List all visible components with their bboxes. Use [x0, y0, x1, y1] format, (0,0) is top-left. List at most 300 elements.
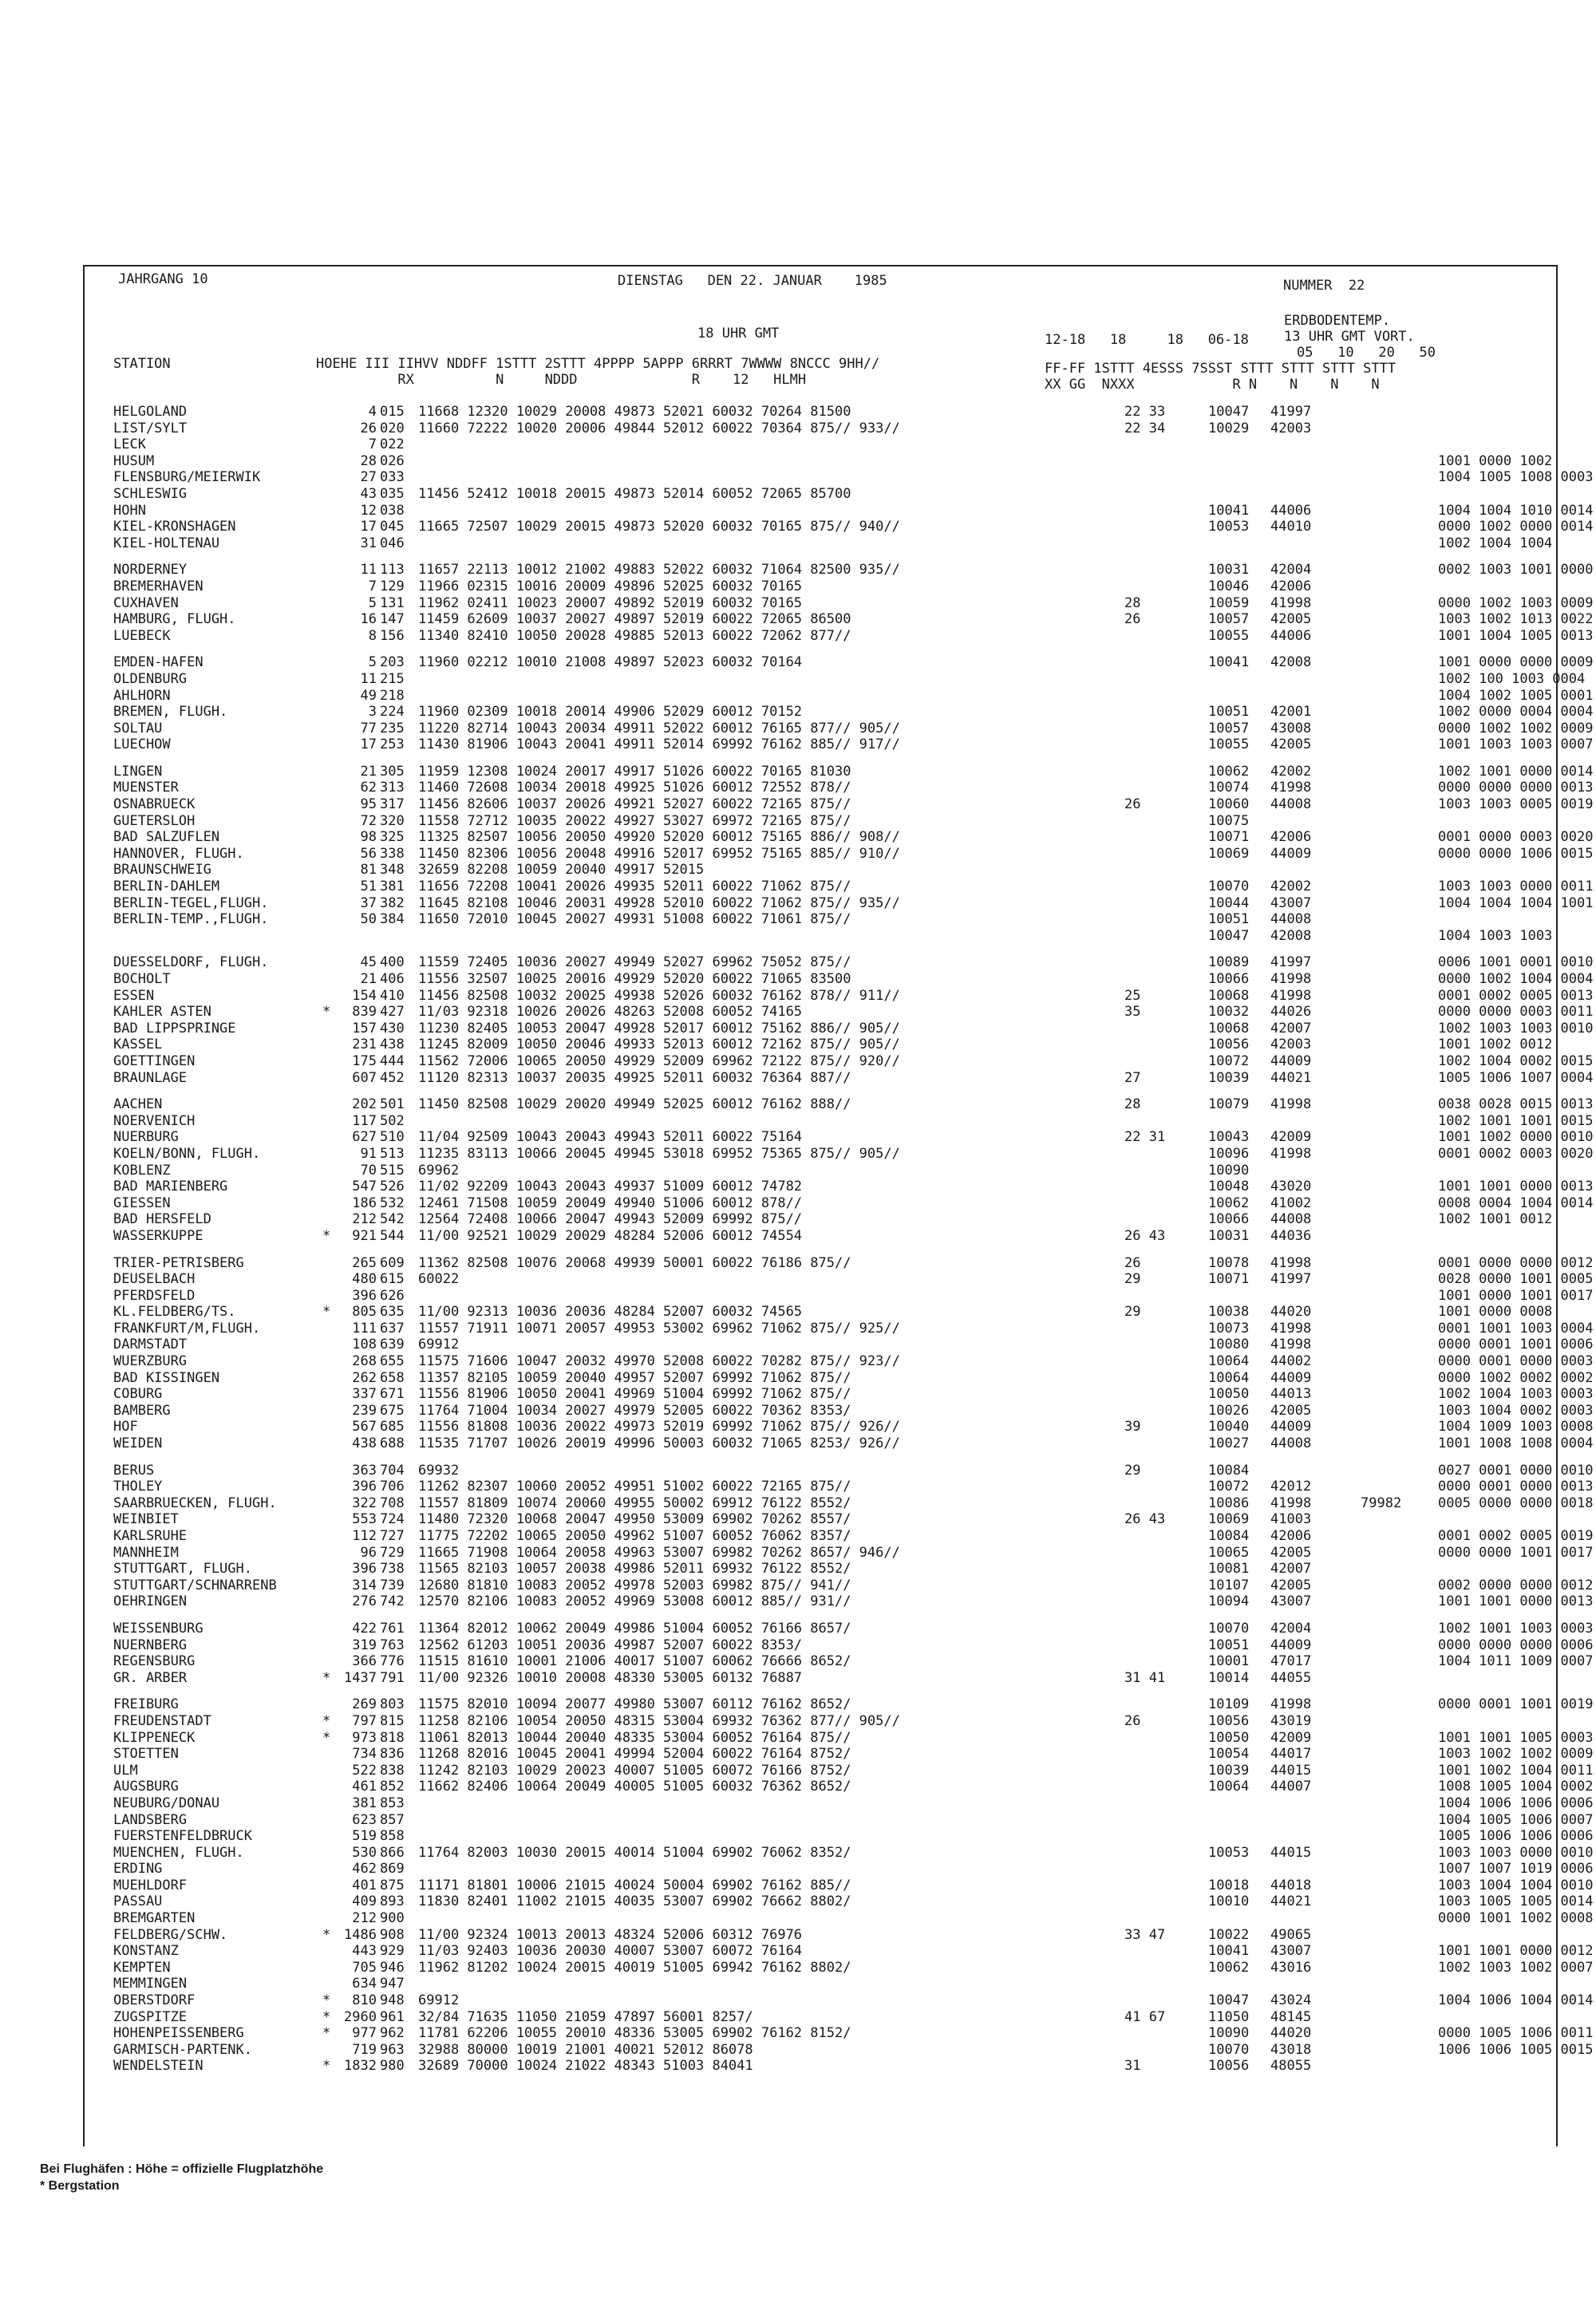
station-height: 7	[368, 578, 377, 594]
soil-temperatures: 1006 1006 1005 0015	[1438, 2041, 1594, 2058]
header-code-subgroups: RX N NDDD R 12 HLMH	[316, 372, 807, 388]
soil-temperatures: 1003 1004 0002 0003	[1438, 1402, 1594, 1419]
station-height: 17	[360, 519, 377, 535]
table-row	[113, 1228, 1558, 1245]
soil-temperatures: 0005 0000 0000 0018	[1438, 1495, 1594, 1511]
table-row	[113, 1287, 1594, 1305]
station-name: BERLIN-DAHLEM	[113, 879, 220, 895]
wind-gusts: 29	[1124, 1304, 1141, 1321]
station-height: 27	[360, 469, 377, 486]
station-name: BRAUNLAGE	[113, 1069, 188, 1086]
header-station: STATION	[113, 356, 171, 372]
table-row	[113, 911, 1558, 928]
synop-groups: 11268 82016 10045 20041 49994 52004 60022 76164 8752/	[418, 1746, 851, 1763]
station-name: STOETTEN	[113, 1746, 179, 1763]
table-row	[113, 670, 1586, 688]
temperature-extreme: 10089	[1208, 954, 1250, 971]
station-index: 866	[380, 1844, 405, 1861]
snow-group: 41998	[1270, 1495, 1312, 1511]
synop-groups: 11556 81808 10036 20022 49973 52019 69992 71062 875// 926//	[418, 1419, 900, 1435]
table-row	[113, 1069, 1594, 1087]
synop-groups: 11662 82406 10064 20049 40005 51005 60032 76362 8652/	[418, 1779, 851, 1795]
station-height: 719	[352, 2041, 377, 2058]
table-row	[113, 1495, 1594, 1512]
station-height: 401	[352, 1877, 377, 1893]
station-name: FREIBURG	[113, 1696, 179, 1713]
synop-groups: 32659 82208 10059 20040 49917 52015	[418, 862, 705, 879]
station-height: 269	[352, 1696, 377, 1713]
table-row	[113, 1696, 1594, 1713]
station-name: WEISSENBURG	[113, 1620, 203, 1637]
station-index: 033	[380, 469, 405, 486]
soil-temperatures: 0002 1003 1001 0000	[1438, 562, 1594, 578]
station-height: 1437	[344, 1669, 377, 1686]
table-row	[113, 2058, 1558, 2075]
table-row	[113, 687, 1594, 705]
soil-temperatures: 0028 0000 1001 0005	[1438, 1271, 1594, 1288]
station-height: 805	[352, 1304, 377, 1321]
snow-group: 42004	[1270, 562, 1312, 578]
synop-groups: 11/00 92326 10010 20008 48330 53005 60132 76887	[418, 1669, 803, 1686]
temperature-extreme: 10044	[1208, 894, 1250, 911]
soil-temperatures: 1002 100 1003 0004	[1438, 670, 1586, 687]
snow-group: 44008	[1270, 1435, 1312, 1452]
station-height: 462	[352, 1861, 377, 1878]
temperature-extreme: 10062	[1208, 1195, 1250, 1211]
header-soil-depths: 05 10 20 50	[1297, 345, 1436, 361]
station-name: BREMGARTEN	[113, 1910, 196, 1927]
footnote-mountain-station: * Bergstation	[40, 2179, 120, 2193]
station-index: 513	[380, 1145, 405, 1162]
station-index: 961	[380, 2008, 405, 2025]
table-row	[113, 404, 1558, 421]
station-height: 973	[352, 1729, 377, 1746]
snow-group: 42005	[1270, 1402, 1312, 1419]
synop-groups: 11650 72010 10045 20027 49931 51008 60022 71061 875//	[418, 911, 851, 928]
synop-groups: 11171 81801 10006 21015 40024 50004 69902 76162 885//	[418, 1877, 851, 1893]
temperature-extreme: 10054	[1208, 1746, 1250, 1763]
station-height: 37	[360, 894, 377, 911]
temperature-extreme: 10039	[1208, 1762, 1250, 1779]
snow-group: 43007	[1270, 1943, 1312, 1960]
table-row	[113, 971, 1594, 988]
group-spacer	[113, 1086, 1558, 1096]
table-row	[113, 829, 1594, 846]
soil-temperatures: 1001 1004 1005 0013	[1438, 627, 1594, 644]
station-height: 409	[352, 1893, 377, 1910]
synop-groups: 69962	[418, 1162, 460, 1179]
station-index: 131	[380, 594, 405, 611]
table-row	[113, 2041, 1594, 2059]
group-spacer	[113, 753, 1558, 764]
table-row	[113, 1577, 1594, 1594]
soil-temperatures: 0002 0000 0000 0012	[1438, 1577, 1594, 1593]
station-index: 637	[380, 1320, 405, 1337]
station-name: STUTTGART/SCHNARRENB	[113, 1577, 277, 1593]
station-height: 3	[368, 704, 377, 721]
station-index: 215	[380, 670, 405, 687]
station-height: 112	[352, 1528, 377, 1544]
station-index: 853	[380, 1795, 405, 1811]
temperature-extreme: 10072	[1208, 1479, 1250, 1495]
station-name: HOHENPEISSENBERG	[113, 2025, 244, 2042]
snow-group: 41997	[1270, 404, 1312, 420]
temperature-extreme: 10051	[1208, 911, 1250, 928]
soil-temperatures: 1004 1011 1009 0007	[1438, 1653, 1594, 1670]
snow-group: 44009	[1270, 845, 1312, 862]
station-height: 262	[352, 1369, 377, 1386]
table-row	[113, 1271, 1594, 1288]
station-index: 818	[380, 1729, 405, 1746]
station-height: 276	[352, 1593, 377, 1610]
table-row	[113, 486, 1558, 503]
station-name: DEUSELBACH	[113, 1271, 196, 1288]
temperature-extreme: 10056	[1208, 2058, 1250, 2075]
soil-temperatures: 1008 1005 1004 0002	[1438, 1779, 1594, 1795]
soil-temperatures: 1002 1004 1003 0003	[1438, 1386, 1594, 1403]
synop-groups: 11450 82508 10029 20020 49949 52025 60012 76162 888//	[418, 1096, 851, 1113]
temperature-extreme: 10027	[1208, 1435, 1250, 1452]
table-row	[113, 1195, 1594, 1212]
station-index: 635	[380, 1304, 405, 1321]
soil-temperatures: 0000 0000 1001 0017	[1438, 1544, 1594, 1561]
temperature-extreme: 10055	[1208, 736, 1250, 753]
snow-group: 42006	[1270, 1528, 1312, 1544]
synop-groups: 11656 72208 10041 20026 49935 52011 60022 71062 875//	[418, 879, 851, 895]
soil-temperatures: 0000 1001 1002 0008	[1438, 1910, 1594, 1927]
wind-gusts: 29	[1124, 1462, 1141, 1479]
station-index: 384	[380, 911, 405, 928]
station-index: 724	[380, 1511, 405, 1528]
station-height: 51	[360, 879, 377, 895]
station-name: KLIPPENECK	[113, 1729, 196, 1746]
station-height: 17	[360, 736, 377, 753]
snow-group: 44015	[1270, 1844, 1312, 1861]
group-spacer	[113, 944, 1558, 954]
table-row	[113, 1670, 1558, 1687]
table-row	[113, 611, 1594, 628]
station-index: 727	[380, 1528, 405, 1544]
table-row	[113, 1179, 1594, 1195]
table-row	[113, 894, 1594, 912]
station-table	[113, 404, 1594, 2075]
table-row	[113, 879, 1594, 895]
station-index: 203	[380, 654, 405, 671]
synop-groups: 11/02 92209 10043 20043 49937 51009 60012 74782	[418, 1179, 803, 1195]
temperature-extreme: 10094	[1208, 1593, 1250, 1610]
station-height: 212	[352, 1910, 377, 1927]
table-row	[113, 736, 1594, 753]
wind-gusts: 26	[1124, 1712, 1141, 1729]
station-index: 235	[380, 720, 405, 736]
soil-temperatures: 1004 1004 1004 1001	[1438, 894, 1594, 911]
snow-group: 44021	[1270, 1893, 1312, 1910]
table-row	[113, 1369, 1594, 1387]
synop-groups: 11556 32507 10025 20016 49929 52020 60022 71065 83500	[418, 971, 851, 987]
temperature-extreme: 10079	[1208, 1096, 1250, 1113]
soil-temperatures: 0000 0000 1006 0015	[1438, 845, 1594, 862]
soil-temperatures: 0001 0000 0000 0012	[1438, 1254, 1594, 1271]
station-height: 95	[360, 796, 377, 813]
synop-groups: 11258 82106 10054 20050 48315 53004 69932 76362 877// 905//	[418, 1712, 900, 1729]
station-name: STUTTGART, FLUGH.	[113, 1561, 252, 1578]
temperature-extreme: 10078	[1208, 1254, 1250, 1271]
temperature-extreme: 10069	[1208, 1511, 1250, 1528]
wind-gusts: 22 34	[1124, 420, 1166, 436]
station-name: KIEL-KRONSHAGEN	[113, 519, 236, 535]
synop-groups: 11242 82103 10029 20023 40007 51005 60072 76166 8752/	[418, 1762, 851, 1779]
soil-temperatures: 1005 1006 1006 0006	[1438, 1828, 1594, 1845]
synop-groups: 11962 81202 10024 20015 40019 51005 69942 76162 8802/	[418, 1959, 851, 1976]
soil-temperatures: 1001 0000 0008	[1438, 1304, 1553, 1321]
soil-temperatures: 0000 1002 1004 0004	[1438, 971, 1594, 987]
snow-group: 42009	[1270, 1129, 1312, 1146]
table-row	[113, 1386, 1594, 1403]
snow-group: 44055	[1270, 1669, 1312, 1686]
temperature-extreme: 10066	[1208, 971, 1250, 987]
synop-groups: 11340 82410 10050 20028 49885 52013 60022 72062 877//	[418, 627, 851, 644]
soil-temperatures: 1004 1006 1006 0006	[1438, 1795, 1594, 1811]
station-height: 366	[352, 1653, 377, 1670]
table-row	[113, 720, 1594, 737]
station-index: 655	[380, 1353, 405, 1370]
station-index: 980	[380, 2058, 405, 2075]
station-index: 218	[380, 687, 405, 704]
station-name: GOETTINGEN	[113, 1052, 196, 1069]
table-row	[113, 1762, 1594, 1779]
station-name: WASSERKUPPE	[113, 1227, 203, 1244]
station-index: 739	[380, 1577, 405, 1593]
station-height: 50	[360, 911, 377, 928]
table-row	[113, 987, 1594, 1005]
snow-group: 44017	[1270, 1746, 1312, 1763]
table-row	[113, 1943, 1594, 1960]
snow-group: 41998	[1270, 971, 1312, 987]
soil-temperatures: 1004 1004 1010 0014	[1438, 502, 1594, 519]
table-row	[113, 763, 1594, 780]
station-height: 28	[360, 452, 377, 469]
wind-gusts: 26 43	[1124, 1511, 1166, 1528]
station-height: 1486	[344, 1926, 377, 1943]
synop-groups: 11/00 92324 10013 20013 48324 52006 60312 76976	[418, 1926, 803, 1943]
station-name: KOBLENZ	[113, 1162, 171, 1179]
station-height: 363	[352, 1462, 377, 1479]
snow-group: 42005	[1270, 611, 1312, 628]
soil-temperatures: 1003 1002 1002 0009	[1438, 1746, 1594, 1763]
station-height: 81	[360, 862, 377, 879]
station-index: 444	[380, 1052, 405, 1069]
synop-groups: 11665 72507 10029 20015 49873 52020 60032 70165 875// 940//	[418, 519, 900, 535]
synop-groups: 11575 82010 10094 20077 49980 53007 60112 76162 8652/	[418, 1696, 851, 1713]
report-date: DIENSTAG DEN 22. JANUAR 1985	[618, 273, 887, 289]
table-row	[113, 1419, 1594, 1435]
synop-groups: 11660 72222 10020 20006 49844 52012 60022 70364 875// 933//	[418, 420, 900, 436]
snow-group: 43007	[1270, 1593, 1312, 1610]
snow-group: 41998	[1270, 1096, 1312, 1113]
synop-groups: 11556 81906 10050 20041 49969 51004 69992 71062 875//	[418, 1386, 851, 1403]
table-row	[113, 796, 1594, 813]
snow-group: 42007	[1270, 1561, 1312, 1578]
mountain-marker: *	[322, 1669, 331, 1686]
table-row	[113, 1511, 1558, 1528]
station-name: BAD KISSINGEN	[113, 1369, 220, 1386]
station-index: 317	[380, 796, 405, 813]
station-height: 567	[352, 1419, 377, 1435]
mountain-marker: *	[322, 1712, 331, 1729]
table-row	[113, 2009, 1558, 2026]
station-height: 422	[352, 1620, 377, 1637]
table-row	[113, 1020, 1594, 1037]
soil-temperatures: 1004 1005 1008 0003	[1438, 469, 1594, 486]
station-index: 626	[380, 1287, 405, 1304]
station-index: 708	[380, 1495, 405, 1511]
synop-groups: 11960 02309 10018 20014 49906 52029 60012 70152	[418, 704, 803, 721]
station-name: TRIER-PETRISBERG	[113, 1254, 244, 1271]
station-name: BAD HERSFELD	[113, 1211, 211, 1228]
synop-groups: 11120 82313 10037 20035 49925 52011 60032 76364 887//	[418, 1069, 851, 1086]
station-index: 510	[380, 1129, 405, 1146]
station-height: 154	[352, 987, 377, 1004]
mountain-marker: *	[322, 1304, 331, 1321]
table-row	[113, 1779, 1594, 1795]
synop-groups: 11456 82606 10037 20026 49921 52027 60022 72165 875//	[418, 796, 851, 813]
mountain-marker: *	[322, 2025, 331, 2042]
station-name: LIST/SYLT	[113, 420, 188, 436]
synop-groups: 11515 81610 10001 21006 40017 51007 60062 76666 8652/	[418, 1653, 851, 1670]
table-row	[113, 928, 1558, 945]
soil-temperatures: 0000 0000 0000 0006	[1438, 1637, 1594, 1653]
soil-temperatures: 1007 1007 1019 0006	[1438, 1861, 1594, 1878]
synop-groups: 11480 72320 10068 20047 49950 53009 69902 70262 8557/	[418, 1511, 851, 1528]
temperature-extreme: 10047	[1208, 1992, 1250, 2009]
station-index: 929	[380, 1943, 405, 1960]
synop-groups: 11357 82105 10059 20040 49957 52007 69992 71062 875//	[418, 1369, 851, 1386]
station-height: 43	[360, 485, 377, 502]
station-name: LANDSBERG	[113, 1811, 188, 1828]
table-row	[113, 954, 1594, 971]
snow-group: 42002	[1270, 879, 1312, 895]
temperature-extreme: 11050	[1208, 2008, 1250, 2025]
station-index: 742	[380, 1593, 405, 1610]
station-height: 839	[352, 1004, 377, 1021]
station-height: 480	[352, 1271, 377, 1288]
station-name: PFERDSFELD	[113, 1287, 196, 1304]
temperature-extreme: 10041	[1208, 654, 1250, 671]
station-height: 11	[360, 670, 377, 687]
temperature-extreme: 10084	[1208, 1462, 1250, 1479]
station-index: 438	[380, 1037, 405, 1053]
mountain-marker: *	[322, 1992, 331, 2009]
snow-group: 42012	[1270, 1479, 1312, 1495]
synop-groups: 11230 82405 10053 20047 49928 52017 60012 75162 886// 905//	[418, 1020, 900, 1037]
table-row	[113, 1795, 1594, 1812]
station-index: 639	[380, 1337, 405, 1353]
station-name: DARMSTADT	[113, 1337, 188, 1353]
station-name: LINGEN	[113, 763, 163, 780]
snow-group: 44009	[1270, 1419, 1312, 1435]
station-index: 430	[380, 1020, 405, 1037]
station-name: LUEBECK	[113, 627, 171, 644]
snow-group: 43020	[1270, 1179, 1312, 1195]
snow-group: 47017	[1270, 1653, 1312, 1670]
snow-group: 42002	[1270, 763, 1312, 780]
station-height: 623	[352, 1811, 377, 1828]
synop-groups: 11962 02411 10023 20007 49892 52019 60032 70165	[418, 594, 803, 611]
station-height: 12	[360, 502, 377, 519]
snow-group: 49065	[1270, 1926, 1312, 1943]
soil-temperatures: 0001 0002 0005 0019	[1438, 1528, 1594, 1544]
station-name: ZUGSPITZE	[113, 2008, 188, 2025]
station-name: GR. ARBER	[113, 1669, 188, 1686]
table-row	[113, 1544, 1594, 1562]
station-name: THOLEY	[113, 1479, 163, 1495]
soil-temperatures: 1001 0000 1002	[1438, 452, 1553, 469]
temperature-extreme: 10047	[1208, 927, 1250, 944]
table-row	[113, 1593, 1594, 1610]
mountain-marker: *	[322, 2008, 331, 2025]
temperature-extreme: 10050	[1208, 1386, 1250, 1403]
station-name: FLENSBURG/MEIERWIK	[113, 469, 261, 486]
temperature-extreme: 10014	[1208, 1669, 1250, 1686]
footnote-airports: Bei Flughäfen : Höhe = offizielle Flugplatzhöhe	[40, 2162, 324, 2176]
soil-temperatures: 1003 1003 0000 0011	[1438, 879, 1594, 895]
temperature-extreme: 10062	[1208, 1959, 1250, 1976]
station-index: 791	[380, 1669, 405, 1686]
station-name: FRANKFURT/M,FLUGH.	[113, 1320, 261, 1337]
station-height: 45	[360, 954, 377, 971]
station-index: 045	[380, 519, 405, 535]
synop-groups: 11245 82009 10050 20046 49933 52013 60012 72162 875// 905//	[418, 1037, 900, 1053]
synop-groups: 11960 02212 10010 21008 49897 52023 60032 70164	[418, 654, 803, 671]
station-index: 026	[380, 452, 405, 469]
temperature-extreme: 10029	[1208, 420, 1250, 436]
station-name: ERDING	[113, 1861, 163, 1878]
soil-temperatures: 1002 1001 1001 0015	[1438, 1112, 1594, 1129]
temperature-extreme: 10041	[1208, 1943, 1250, 1960]
station-index: 381	[380, 879, 405, 895]
synop-groups: 11668 12320 10029 20008 49873 52021 60032 70264 81500	[418, 404, 851, 420]
station-name: KAHLER ASTEN	[113, 1004, 211, 1021]
wind-gusts: 33 47	[1124, 1926, 1166, 1943]
station-name: LECK	[113, 436, 146, 453]
table-row	[113, 1037, 1558, 1053]
wind-gusts: 41 67	[1124, 2008, 1166, 2025]
header-soil-time: 13 UHR GMT VORT.	[1284, 329, 1415, 345]
soil-temperatures: 0000 1002 0000 0014	[1438, 519, 1594, 535]
snow-group: 44018	[1270, 1877, 1312, 1893]
snow-group: 42006	[1270, 829, 1312, 846]
wind-gusts: 26	[1124, 611, 1141, 628]
station-height: 8	[368, 627, 377, 644]
synop-groups: 32988 80000 10019 21001 40021 52012 86078	[418, 2041, 753, 2058]
temperature-extreme: 10075	[1208, 812, 1250, 829]
table-row	[113, 421, 1558, 437]
snow-group: 42003	[1270, 1037, 1312, 1053]
table-row	[113, 519, 1594, 535]
soil-temperatures: 1001 1003 1003 0007	[1438, 736, 1594, 753]
station-height: 396	[352, 1479, 377, 1495]
temperature-extreme: 10066	[1208, 1211, 1250, 1228]
soil-temperatures: 0000 0001 0000 0003	[1438, 1353, 1594, 1370]
temperature-extreme: 10096	[1208, 1145, 1250, 1162]
synop-groups: 11764 71004 10034 20027 49979 52005 60022 70362 8353/	[418, 1402, 851, 1419]
synop-groups: 11362 82508 10076 20068 49939 50001 60022 76186 875//	[418, 1254, 851, 1271]
wind-gusts: 22 33	[1124, 404, 1166, 420]
station-height: 98	[360, 829, 377, 846]
snow-group: 42009	[1270, 1729, 1312, 1746]
wind-gusts: 26 43	[1124, 1227, 1166, 1244]
station-height: 186	[352, 1195, 377, 1211]
